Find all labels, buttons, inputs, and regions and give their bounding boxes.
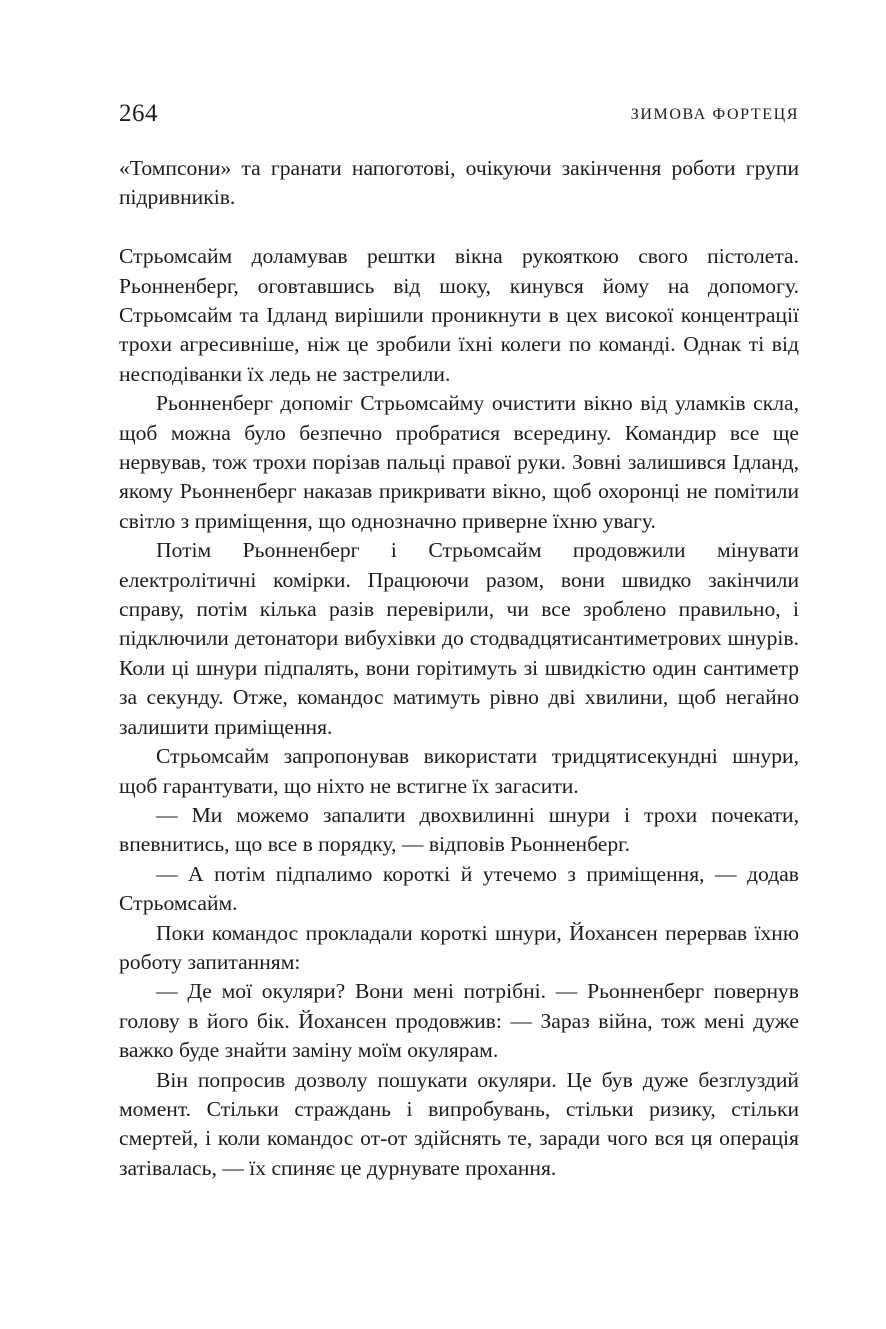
dialogue-line: — Ми можемо запалити двохвилинні шнури і трохи почекати, впевнитись, що все в порядку, — відповів Рьонненберг. bbox=[119, 802, 799, 857]
paragraph: Стрьомсайм доламував рештки вікна рукояткою свого пістолета. Рьонненберг, оговтавшись від шоку, кинувся йому на допомогу. Стрьомсайм та Ідланд вирішили проникнути в цех високої концентрації трохи агресивніше, ніж це зробили їхні колеги по команді. Однак ті від несподіванки їх ледь не застрелили. bbox=[119, 244, 799, 386]
paragraph: Потім Рьонненберг і Стрьомсайм продовжили мінувати електролітичні комірки. Працюючи разом, вони швидко закінчили справу, потім кілька разів перевірили, чи все зроблено правильно, і підключили детонатори вибухівки до стодвадцятисантиметрових шнурів. Коли ці шнури підпалять, вони горітимуть зі швидкістю один сантиметр за секунду. Отже, командос матимуть рівно дві хвилини, щоб негайно залишити приміщення. bbox=[119, 538, 799, 739]
paragraph: Він попросив дозволу пошукати окуляри. Це був дуже безглуздий момент. Стільки страждань і випробувань, стільки ризику, стільки смертей, і коли командос от-от здійснять те, заради чого вся ця операція затівалась, — їх спиняє це дурнувате прохання. bbox=[119, 1067, 799, 1180]
book-title: ЗИМОВА ФОРТЕЦЯ bbox=[630, 106, 799, 123]
body-text bbox=[119, 154, 799, 1183]
paragraph: Поки командос прокладали короткі шнури, Йохансен перервав їхню роботу запитанням: bbox=[119, 920, 799, 974]
page-number: 264 bbox=[119, 100, 158, 127]
paragraph: Стрьомсайм запропонував використати тридцятисекундні шнури, щоб гарантувати, що ніхто не встигне їх загасити. bbox=[119, 744, 799, 798]
dialogue-line: — Де мої окуляри? Вони мені потрібні. — Рьонненберг повернув голову в його бік. Йохансен продовжив: — Зараз війна, тож мені дуже важко буде знайти заміну моїм окулярам. bbox=[119, 979, 799, 1063]
paragraph: «Томпсони» та гранати напоготові, очікуючи закінчення роботи групи підривників. bbox=[119, 156, 799, 210]
dialogue-line: — А потім підпалимо короткі й утечемо з приміщення, — додав Стрьомсайм. bbox=[119, 861, 799, 916]
running-head bbox=[119, 100, 799, 132]
paragraph: Рьонненберг допоміг Стрьомсайму очистити вікно від уламків скла, щоб можна було безпечно пробратися всередину. Командир все ще нервував, тож трохи порізав пальці правої руки. Зовні залишився Ідланд, якому Рьонненберг наказав прикривати вікно, щоб охоронці не помітили світло з приміщення, що однозначно приверне їхню увагу. bbox=[119, 391, 799, 533]
